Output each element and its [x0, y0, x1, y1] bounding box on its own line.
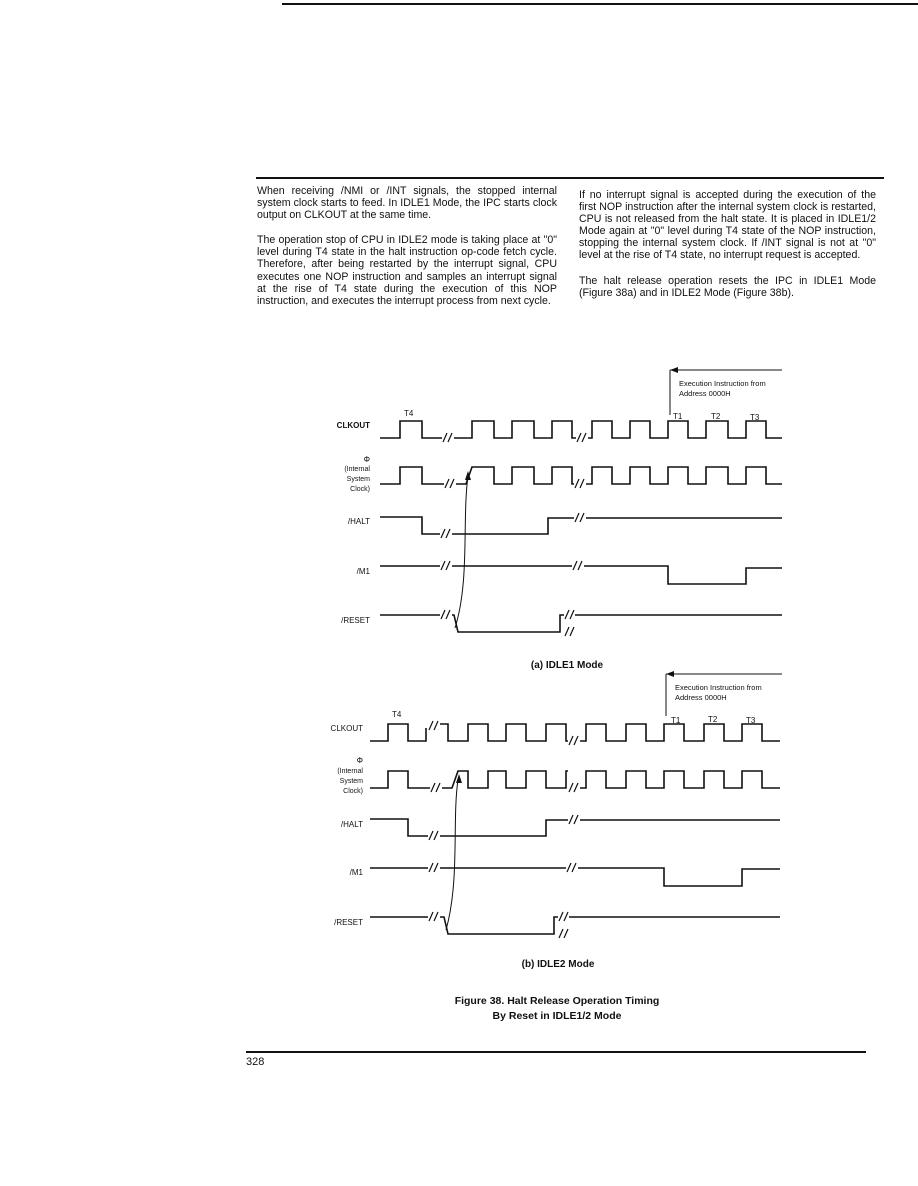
figure-caption-line1: Figure 38. Halt Release Operation Timing	[454, 995, 660, 1007]
label-t1-b: T1	[671, 716, 681, 725]
label-t3-b: T3	[746, 716, 756, 725]
break-halt-b1	[429, 831, 438, 840]
label-t4-a: T4	[404, 409, 414, 418]
break-m1-a2	[573, 561, 582, 570]
break-clkout-b1	[429, 721, 438, 730]
signal-halt-b: /HALT	[340, 820, 363, 829]
signal-phi-a-2: (Internal	[344, 466, 370, 473]
figure-caption-line2: By Reset in IDLE1/2 Mode	[492, 1010, 622, 1022]
break-phi-a2	[575, 479, 584, 488]
arrowhead-a	[670, 367, 678, 373]
break-m1-b2	[567, 863, 576, 872]
break-reset-b2	[559, 912, 568, 938]
break-reset-a1	[441, 610, 450, 619]
break-phi-a1	[445, 479, 454, 488]
label-t2-a: T2	[711, 412, 721, 421]
signal-phi-b-4: Clock)	[343, 788, 363, 795]
page-number: 328	[246, 1056, 265, 1068]
signal-phi-a: Φ	[363, 455, 370, 464]
footer-rule	[246, 1051, 866, 1053]
break-m1-b1	[429, 863, 438, 872]
right-paragraph-1: If no interrupt signal is accepted during the execution of the first NOP instruction after the internal system clock is restarted, CPU is not released from the halt state. It is placed in IDLE1/2 Mode again at "0" level during T4 state of the NOP instruction, stopping the internal system clock. If /INT signal is not at "0" level at the rise of T4 state, no interrupt request is accepted.	[579, 189, 876, 262]
break-reset-a2	[565, 610, 574, 636]
break-m1-a1	[441, 561, 450, 570]
break-reset-b1	[429, 912, 438, 921]
left-paragraph-2: The operation stop of CPU in IDLE2 mode is taking place at "0" level during T4 state in the halt instruction op-code fetch cycle. Therefore, after being restarted by the interrupt signal, CPU executes one NOP instruction and samples an interrupt signal at the rise of T4 state during the execution of this NOP instruction, and executes the interrupt process from next cycle.	[257, 234, 557, 307]
waveform-phi-a	[380, 467, 782, 484]
annotation-a-line2: Address 0000H	[679, 389, 731, 398]
break-phi-b1	[431, 783, 440, 792]
label-t1-a: T1	[673, 412, 683, 421]
signal-reset-b: /RESET	[334, 918, 363, 927]
signal-phi-b: Φ	[356, 756, 363, 765]
caption-b: (b) IDLE2 Mode	[521, 959, 595, 970]
waveform-clkout-a	[380, 421, 782, 438]
waveform-reset-a	[380, 615, 782, 632]
break-phi-b2	[569, 783, 578, 792]
signal-phi-b-2: (Internal	[337, 768, 363, 775]
break-clkout-b2	[569, 736, 578, 745]
waveform-m1-b	[370, 868, 780, 886]
signal-phi-b-3: System	[339, 778, 363, 785]
waveform-phi-b	[370, 771, 780, 788]
signal-clkout-b: CLKOUT	[330, 724, 363, 733]
break-clkout-a1	[443, 433, 452, 442]
label-t4-b: T4	[392, 710, 402, 719]
left-paragraph-1: When receiving /NMI or /INT signals, the stopped internal system clock starts to feed. In IDLE1 Mode, the IPC starts clock output on CLKOUT at the same time.	[257, 185, 557, 222]
arrowhead-b	[666, 671, 674, 677]
diagram-a	[337, 367, 782, 671]
signal-clkout-a: CLKOUT	[336, 421, 370, 430]
break-halt-a2	[575, 513, 584, 522]
annotation-b-line2: Address 0000H	[675, 693, 727, 702]
caption-a: (a) IDLE1 Mode	[530, 660, 604, 671]
signal-phi-a-4: Clock)	[350, 486, 370, 493]
break-halt-b2	[569, 815, 578, 824]
causal-arrow-b	[446, 780, 458, 930]
signal-phi-a-3: System	[346, 476, 370, 483]
break-halt-a1	[441, 529, 450, 538]
right-paragraph-2: The halt release operation resets the IPC in IDLE1 Mode (Figure 38a) and in IDLE2 Mode (Figure 38b).	[579, 274, 876, 299]
break-clkout-a2	[577, 433, 586, 442]
waveform-m1-a	[380, 566, 782, 584]
waveform-reset-b	[370, 917, 780, 934]
signal-m1-a: /M1	[356, 567, 370, 576]
signal-reset-a: /RESET	[341, 616, 370, 625]
signal-halt-a: /HALT	[347, 517, 370, 526]
annotation-a-line1: Execution Instruction from	[679, 379, 766, 388]
annotation-b-line1: Execution Instruction from	[675, 683, 762, 692]
label-t3-a: T3	[750, 413, 760, 422]
label-t2-b: T2	[708, 715, 718, 724]
waveform-clkout-b	[370, 724, 780, 741]
diagram-b	[331, 671, 782, 970]
signal-m1-b: /M1	[349, 868, 363, 877]
causal-arrow-a	[455, 476, 468, 628]
